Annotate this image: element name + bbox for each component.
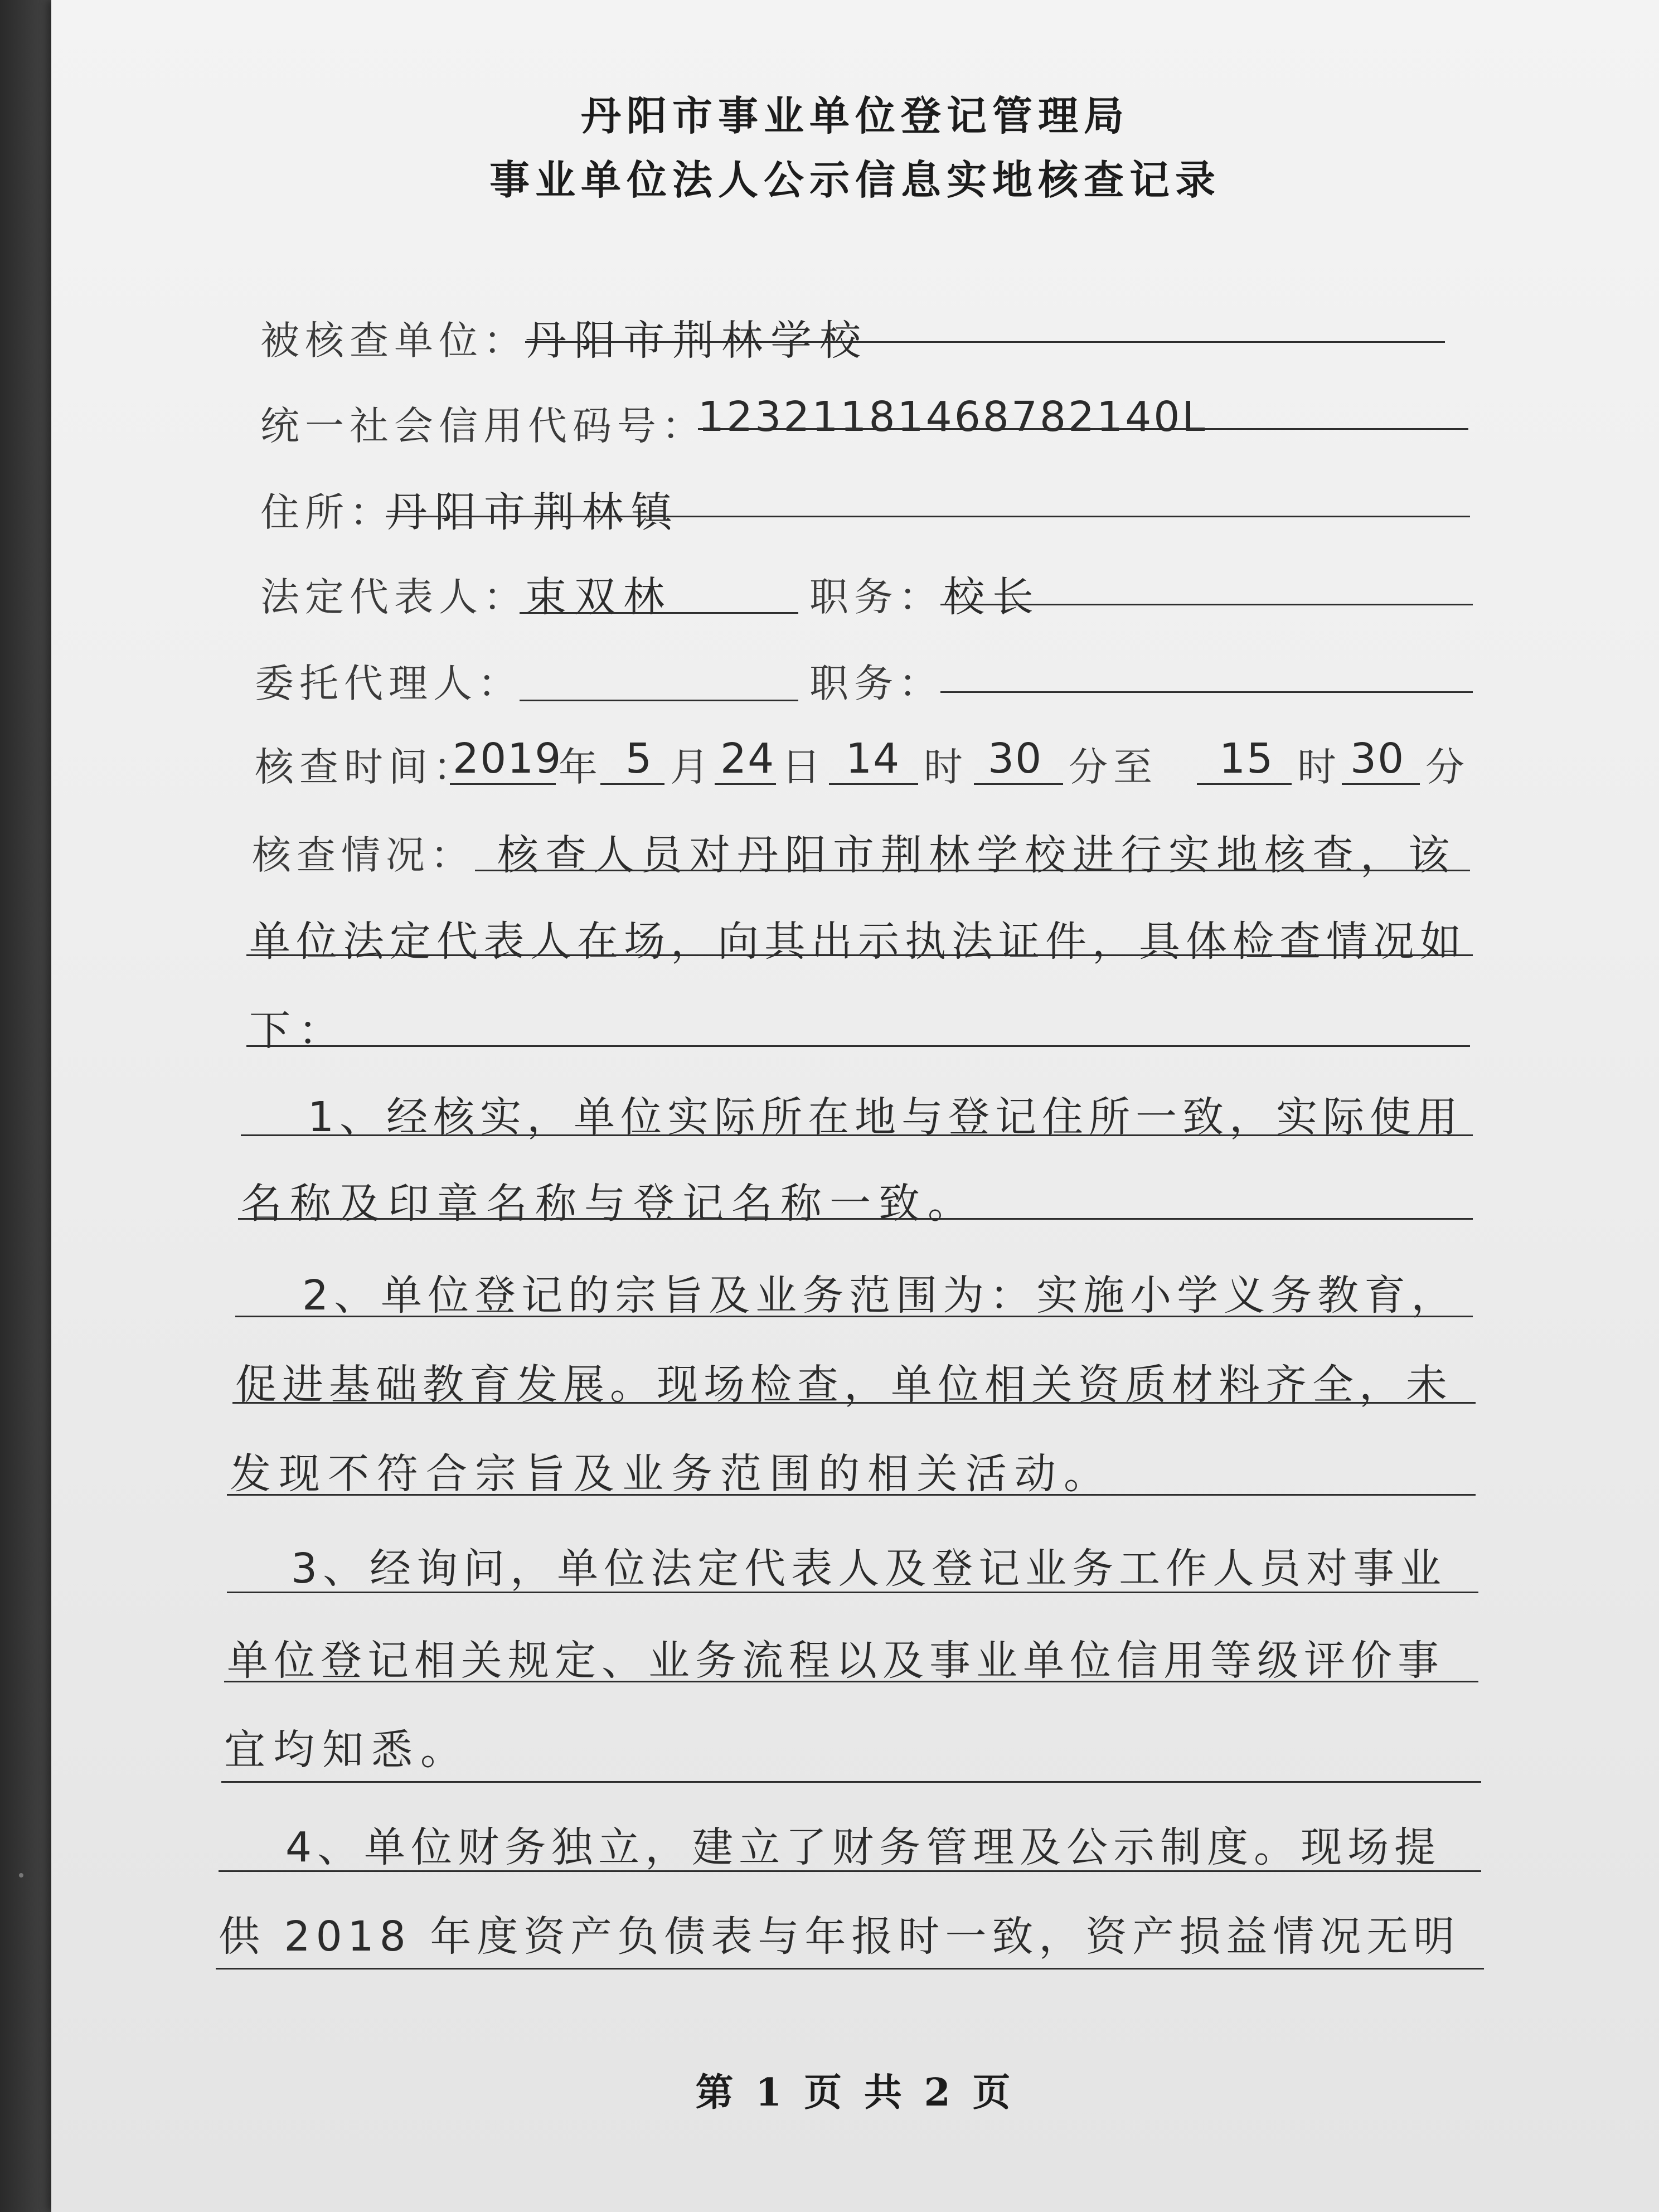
time-day-unit: 日 <box>782 744 826 790</box>
time-start-hour-underline <box>829 783 918 785</box>
situation-line: 4、单位财务独立，建立了财务管理及公示制度。现场提 <box>285 1823 1442 1871</box>
document-title-record: 事业单位法人公示信息实地核查记录 <box>489 156 1221 203</box>
credit-code-value: 12321181468782140L <box>698 393 1207 441</box>
credit-code-label: 统一社会信用代码号： <box>260 403 706 449</box>
time-label: 核查时间： <box>255 744 478 790</box>
time-hour-unit-2: 时 <box>1297 744 1342 790</box>
situation-label: 核查情况： <box>252 832 475 878</box>
situation-underline <box>475 870 1470 871</box>
situation-underline <box>232 1402 1476 1404</box>
document-title-authority: 丹阳市事业单位登记管理局 <box>580 92 1129 139</box>
situation-underline <box>241 1134 1473 1136</box>
document-page <box>51 0 1659 2212</box>
time-end-minute-underline <box>1342 783 1420 785</box>
time-year: 2019 <box>453 735 562 783</box>
situation-line: 下： <box>249 1007 347 1055</box>
situation-line: 单位法定代表人在场，向其出示执法证件，具体检查情况如 <box>249 918 1467 966</box>
legal-rep-underline <box>520 612 798 614</box>
time-minute-to: 分至 <box>1069 744 1158 790</box>
situation-underline <box>246 1045 1470 1047</box>
situation-underline <box>216 1968 1484 1970</box>
situation-line: 单位登记相关规定、业务流程以及事业单位信用等级评价事 <box>227 1637 1444 1685</box>
legal-rep-position-label: 职务： <box>809 574 943 620</box>
time-minute-unit: 分 <box>1425 744 1470 790</box>
address-underline <box>386 516 1470 517</box>
page-number-footer: 第 1 页 共 2 页 <box>695 2070 1015 2115</box>
scan-speck <box>19 1873 23 1878</box>
unit-underline <box>525 341 1445 343</box>
time-start-minute: 30 <box>988 735 1043 783</box>
time-month-underline <box>600 783 664 785</box>
time-end-minute: 30 <box>1350 735 1405 783</box>
unit-label: 被核查单位： <box>260 318 528 363</box>
situation-line: 名称及印章名称与登记名称一致。 <box>241 1180 977 1228</box>
legal-rep-position-underline <box>940 604 1473 605</box>
situation-line: 核查人员对丹阳市荆林学校进行实地核查，该 <box>497 831 1456 879</box>
situation-line: 发现不符合宗旨及业务范围的相关活动。 <box>230 1450 1113 1498</box>
time-year-underline <box>450 783 556 785</box>
time-month: 5 <box>625 735 660 783</box>
time-day: 24 <box>720 735 775 783</box>
time-start-hour: 14 <box>846 735 901 783</box>
time-day-underline <box>715 783 776 785</box>
situation-underline <box>227 1494 1476 1496</box>
credit-code-underline <box>698 428 1468 430</box>
situation-underline <box>219 1870 1481 1872</box>
situation-line: 2、单位登记的宗旨及业务范围为：实施小学义务教育， <box>302 1272 1458 1320</box>
time-hour-unit: 时 <box>924 744 968 790</box>
legal-rep-position-value: 校长 <box>943 573 1041 621</box>
agent-position-underline <box>940 691 1473 693</box>
address-value: 丹阳市荆林镇 <box>386 488 680 536</box>
agent-label: 委托代理人： <box>255 661 522 706</box>
situation-underline <box>235 1316 1473 1317</box>
address-label: 住所： <box>260 489 394 535</box>
time-end-hour: 15 <box>1219 735 1274 783</box>
legal-rep-value: 束双林 <box>525 573 672 621</box>
situation-line: 促进基础教育发展。现场检查，单位相关资质材料齐全，未 <box>235 1361 1453 1409</box>
situation-underline <box>227 1592 1478 1593</box>
legal-rep-label: 法定代表人： <box>260 574 528 620</box>
situation-underline <box>224 1681 1478 1682</box>
situation-underline <box>246 954 1473 956</box>
situation-line: 供 2018 年度资产负债表与年报时一致，资产损益情况无明 <box>219 1913 1461 1961</box>
agent-position-label: 职务： <box>809 661 943 706</box>
situation-line: 宜均知悉。 <box>224 1726 469 1774</box>
time-start-minute-underline <box>974 783 1063 785</box>
time-end-hour-underline <box>1197 783 1292 785</box>
situation-underline <box>238 1218 1473 1220</box>
unit-value: 丹阳市荆林学校 <box>525 317 869 365</box>
time-month-unit: 月 <box>670 744 715 790</box>
agent-underline <box>520 700 798 701</box>
situation-line: 1、经核实，单位实际所在地与登记住所一致，实际使用 <box>308 1093 1464 1141</box>
situation-line: 3、经询问，单位法定代表人及登记业务工作人员对事业 <box>291 1545 1447 1593</box>
time-year-unit: 年 <box>559 744 603 790</box>
situation-underline <box>221 1781 1481 1783</box>
